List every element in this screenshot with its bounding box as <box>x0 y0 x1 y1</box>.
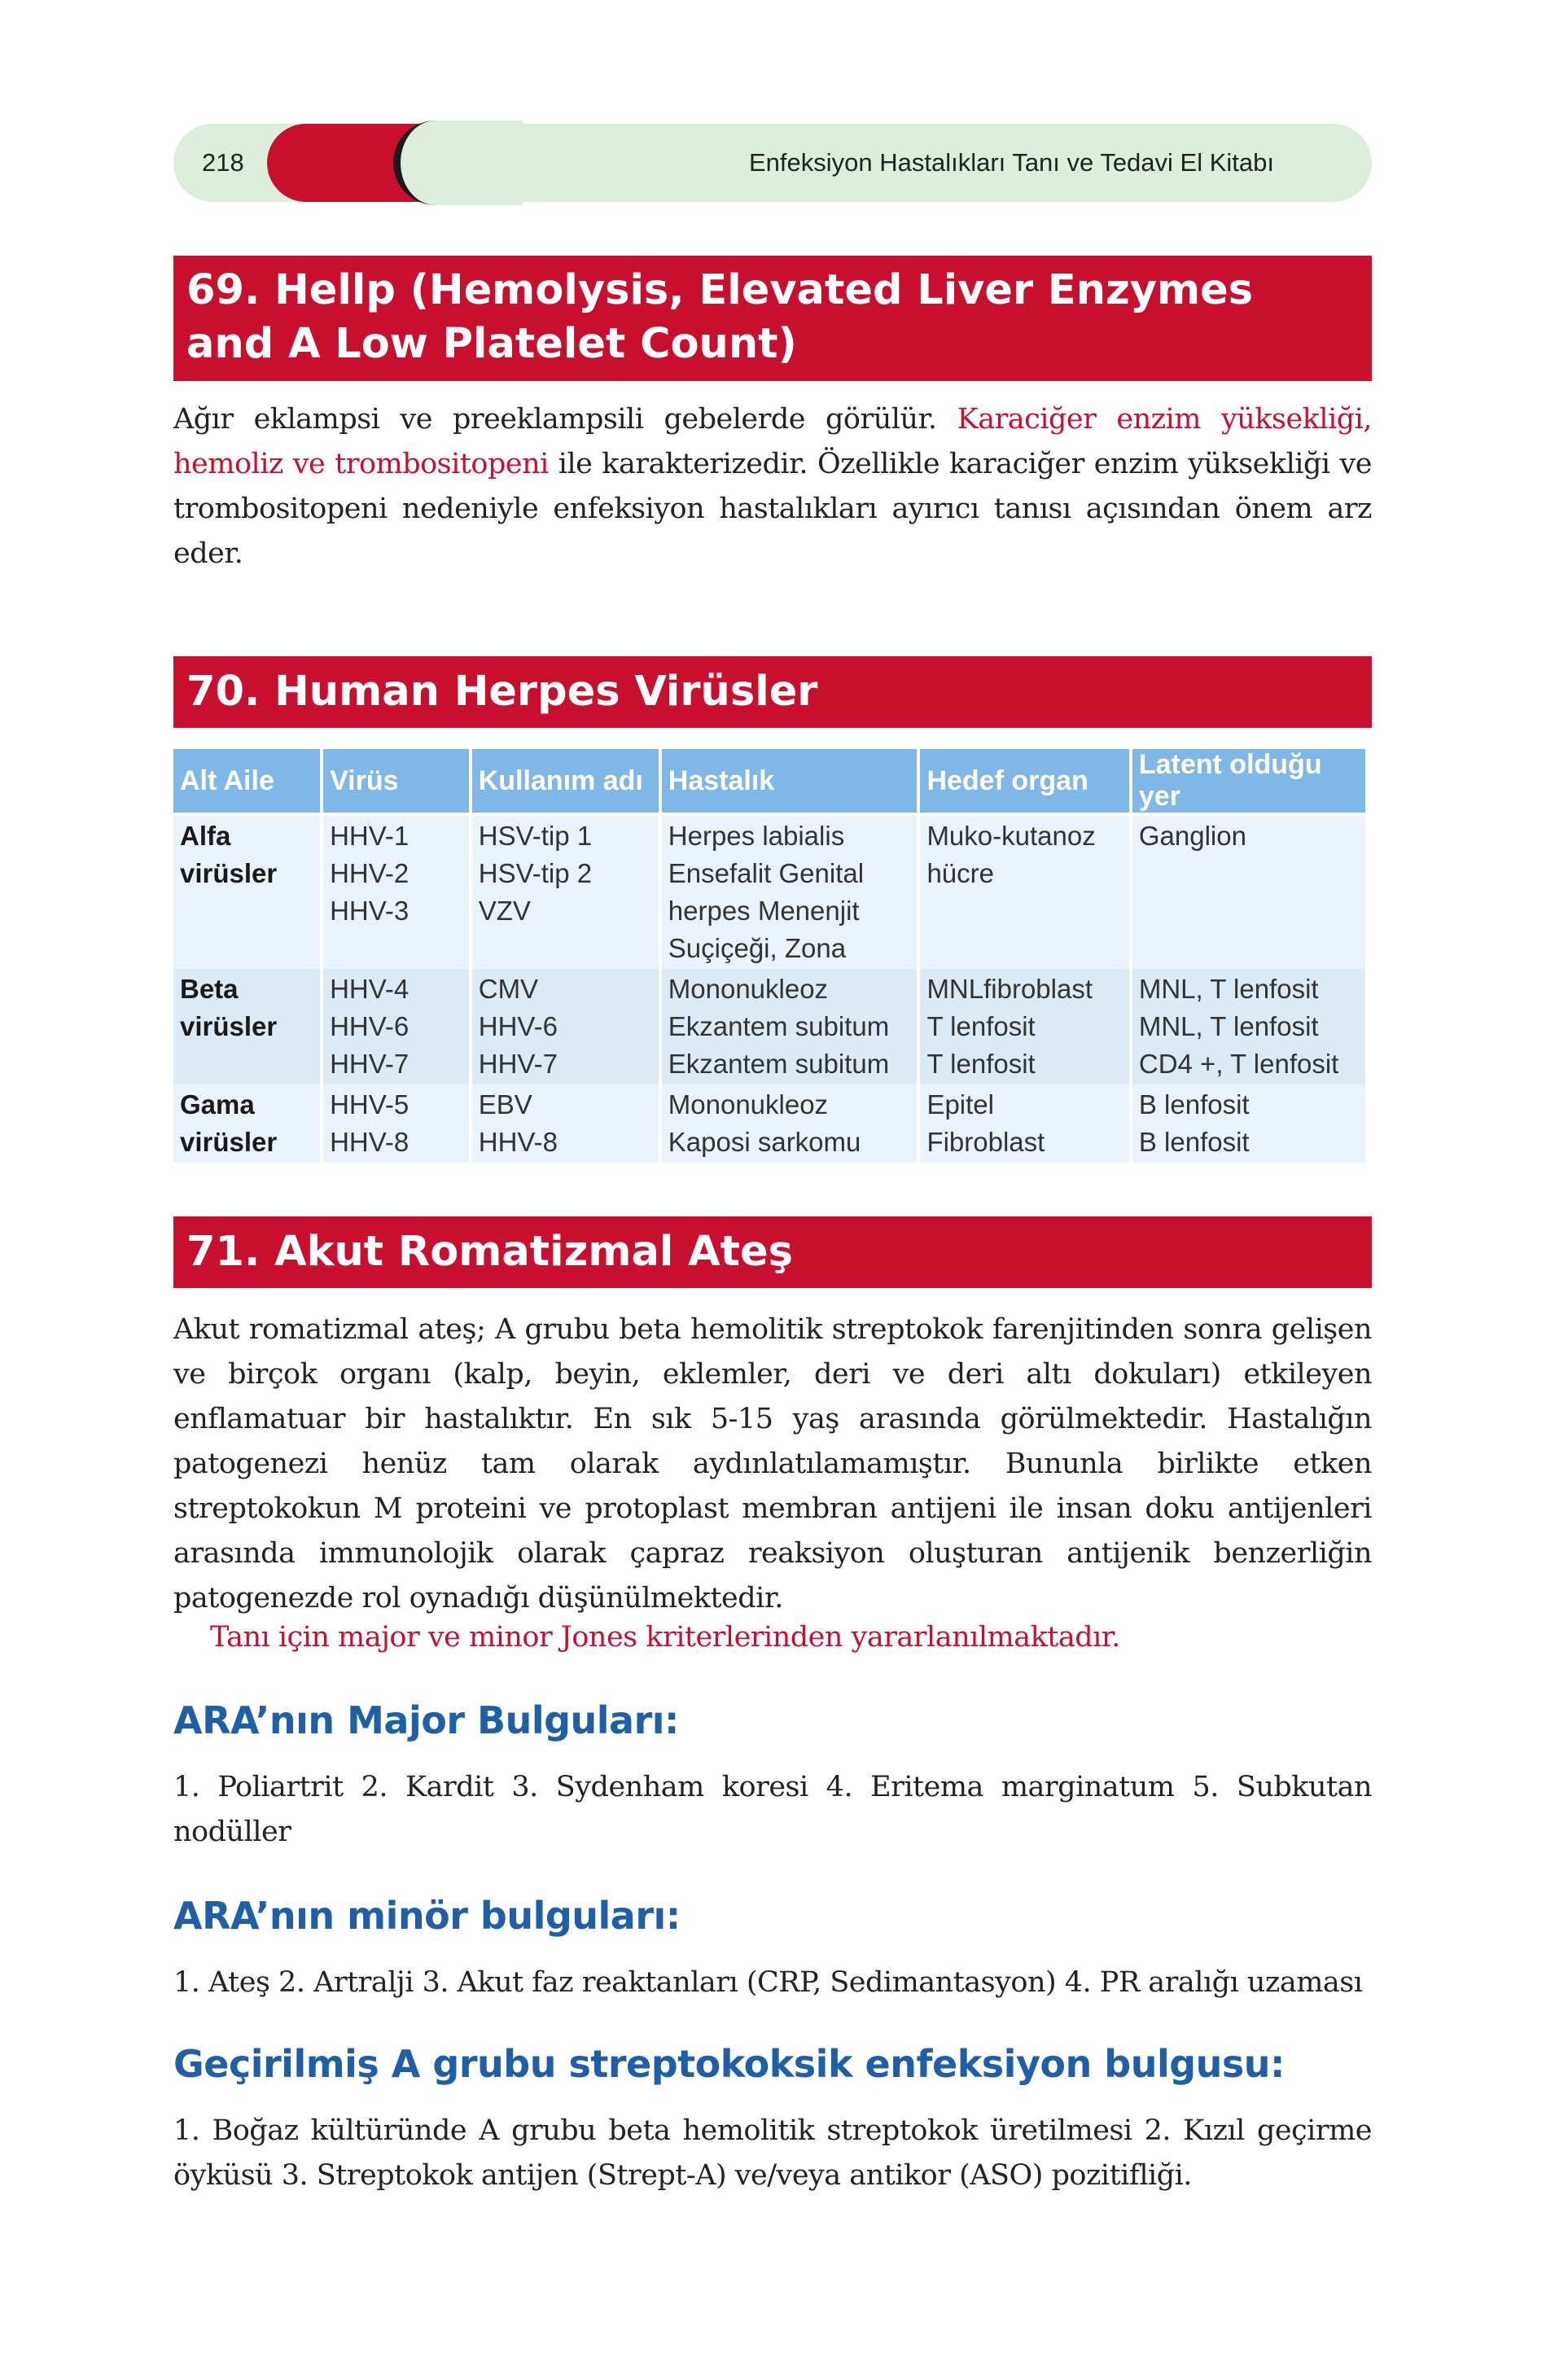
cell-line: HHV-4 <box>330 974 410 1004</box>
jones-criteria-note: Tanı için major ve minor Jones kriterlerinden yararlanılmaktadır. <box>210 1621 1120 1654</box>
cell-line: CD4 +, T lenfosit <box>1138 1049 1339 1079</box>
table-row <box>173 969 1365 1084</box>
section-69-text-2: ile karakterizedir. Özellikle karaciğer enzim yüksekliği ve trombositopeni nedeniyle enfeksiyon hastalıkları ayırıcı tanısı açısından önem arz eder. <box>173 448 1372 570</box>
cell-line: HHV-8 <box>478 1127 558 1157</box>
table-header-cell: Alt Aile <box>173 749 320 816</box>
book-title: Enfeksiyon Hastalıkları Tanı ve Tedavi El Kitabı <box>748 148 1274 177</box>
cell-line: Suçiçeği, Zona <box>668 933 847 963</box>
cell-line: virüsler <box>180 1011 278 1041</box>
table-header-cell: Hastalık <box>662 749 918 816</box>
cell-line: hücre <box>926 858 994 888</box>
target-cell <box>920 816 1128 969</box>
section-69-highlight: Karaciğer enzim yüksekliği, hemoliz ve trombositopeni <box>173 403 1373 480</box>
cell-line: Mononukleoz <box>668 1089 829 1119</box>
cell-line: HHV-8 <box>330 1127 410 1157</box>
cell-line: HHV-6 <box>478 1011 558 1041</box>
strep-infection-heading: Geçirilmiş A grubu streptokoksik enfeksiyon bulgusu: <box>173 2042 1285 2086</box>
cell-line: Epitel <box>926 1089 994 1119</box>
section-71-paragraph: Akut romatizmal ateş; A grubu beta hemolitik streptokok farenjitinden sonra gelişen ve birçok organı (kalp, beyin, eklemler, deri ve deri altı dokuları) etkileyen enflamatuar bir hastalıktır. En sık 5-15 yaş arasında görülmektedir. Hastalığın patogenezi henüz tam olarak aydınlatılamamıştır. Bununla birlikte etken streptokokun M proteini ve protoplast membran antijeni ile insan doku antijenleri arasında immunolojik olarak çapraz reaksiyon oluşturan antijenik benzerliğin patogenezde rol oynadığı düşünülmektedir. <box>173 1313 1372 1615</box>
virus-cell <box>323 1084 469 1163</box>
section-70-title: 70. Human Herpes Virüsler <box>173 656 1372 728</box>
header-notch <box>393 120 523 205</box>
table-header-cell: Hedef organ <box>920 749 1128 816</box>
cell-line: Ekzantem subitum <box>668 1011 890 1041</box>
cell-line: VZV <box>478 896 531 926</box>
strep-infection-list: 1. Boğaz kültüründe A grubu beta hemolitik streptokok üretilmesi 2. Kızıl geçirme öyküsü 3. Streptokok antijen (Strept-A) ve/veya antikor (ASO) pozitifliği. <box>173 2114 1372 2192</box>
cell-line: Kaposi sarkomu <box>668 1127 861 1157</box>
section-69-title-line1: 69. Hellp (Hemolysis, Elevated Liver Enzymes <box>186 266 1254 314</box>
name-cell <box>472 816 659 969</box>
cell-line: virüsler <box>180 1127 278 1157</box>
section-71-title: 71. Akut Romatizmal Ateş <box>173 1216 1372 1288</box>
family-cell <box>173 1084 320 1163</box>
latent-cell <box>1132 1084 1365 1163</box>
cell-line: T lenfosit <box>926 1011 1036 1041</box>
cell-line: B lenfosit <box>1138 1089 1250 1119</box>
page-number: 218 <box>202 148 244 177</box>
cell-line: Muko-kutanoz <box>926 821 1096 851</box>
family-cell <box>173 816 320 969</box>
disease-cell <box>662 816 918 969</box>
herpes-virus-table <box>170 749 1369 1163</box>
table-header-cell: Virüs <box>323 749 469 816</box>
cell-line: EBV <box>478 1089 532 1119</box>
minor-findings-list: 1. Ateş 2. Artralji 3. Akut faz reaktanları (CRP, Sedimantasyon) 4. PR aralığı uzaması <box>173 1966 1363 1999</box>
cell-line: HHV-7 <box>478 1049 558 1079</box>
cell-line: MNL, T lenfosit <box>1138 1011 1319 1041</box>
cell-line: MNL, T lenfosit <box>1138 974 1319 1004</box>
disease-cell <box>662 969 918 1084</box>
cell-line: HHV-1 <box>330 821 410 851</box>
cell-line: Ganglion <box>1138 821 1246 851</box>
target-cell <box>920 969 1128 1084</box>
minor-findings-heading: ARA’nın minör bulguları: <box>173 1894 681 1938</box>
running-header <box>173 124 1372 202</box>
section-69-title <box>173 256 1372 381</box>
section-69-text-1: Ağır eklampsi ve preeklampsili gebelerde görülür. <box>173 403 957 436</box>
table-header-row <box>173 749 1365 816</box>
cell-line: Mononukleoz <box>668 974 829 1004</box>
cell-line: HHV-5 <box>330 1089 410 1119</box>
cell-line: HHV-3 <box>330 896 410 926</box>
cell-line: Beta <box>180 974 239 1004</box>
cell-line: herpes Menenjit <box>668 896 860 926</box>
name-cell <box>472 1084 659 1163</box>
disease-cell <box>662 1084 918 1163</box>
cell-line: virüsler <box>180 858 278 888</box>
cell-line: HHV-2 <box>330 858 410 888</box>
cell-line: Herpes labialis <box>668 821 845 851</box>
cell-line: T lenfosit <box>926 1049 1036 1079</box>
cell-line: Fibroblast <box>926 1127 1045 1157</box>
cell-line: Alfa <box>180 821 231 851</box>
cell-line: HHV-6 <box>330 1011 410 1041</box>
cell-line: CMV <box>478 974 539 1004</box>
table-row <box>173 1084 1365 1163</box>
family-cell <box>173 969 320 1084</box>
latent-cell <box>1132 816 1365 969</box>
cell-line: HSV-tip 1 <box>478 821 593 851</box>
cell-line: Gama <box>180 1089 255 1119</box>
latent-cell <box>1132 969 1365 1084</box>
table-header-cell: Latent olduğu yer <box>1132 749 1365 816</box>
section-69-title-line2: and A Low Platelet Count) <box>186 320 797 368</box>
cell-line: Ensefalit Genital <box>668 858 865 888</box>
cell-line: B lenfosit <box>1138 1127 1250 1157</box>
table-row <box>173 816 1365 969</box>
cell-line: MNLfibroblast <box>926 974 1093 1004</box>
section-69-paragraph <box>173 397 1372 576</box>
cell-line: Ekzantem subitum <box>668 1049 890 1079</box>
major-findings-list: 1. Poliartrit 2. Kardit 3. Sydenham koresi 4. Eritema marginatum 5. Subkutan nodüller <box>173 1771 1372 1848</box>
name-cell <box>472 969 659 1084</box>
cell-line: HSV-tip 2 <box>478 858 593 888</box>
virus-cell <box>323 816 469 969</box>
cell-line: HHV-7 <box>330 1049 410 1079</box>
table-header-cell: Kullanım adı <box>472 749 659 816</box>
major-findings-heading: ARA’nın Major Bulguları: <box>173 1698 679 1742</box>
target-cell <box>920 1084 1128 1163</box>
virus-cell <box>323 969 469 1084</box>
